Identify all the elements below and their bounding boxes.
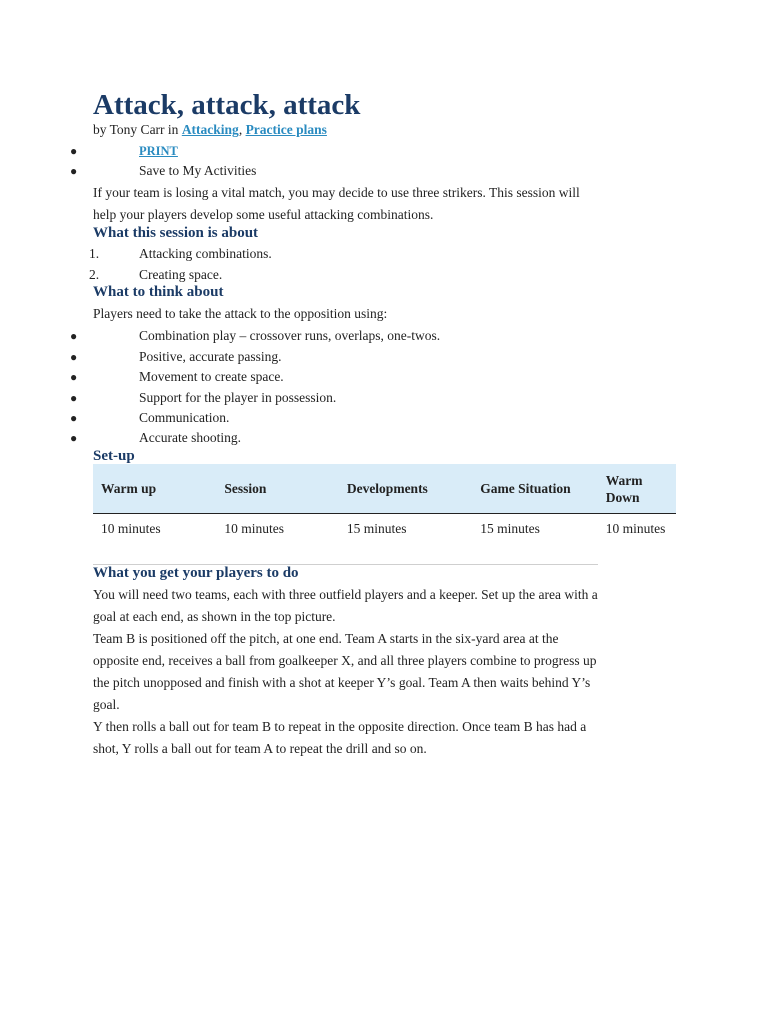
article-title: Attack, attack, attack	[93, 89, 361, 121]
table-header: Warm Down	[598, 464, 676, 514]
list-item-text: Accurate shooting.	[139, 430, 241, 445]
todo-line: goal.	[93, 697, 120, 712]
todo-line: Y then rolls a ball out for team B to repeat in the opposite direction. Once team B has had a	[93, 719, 587, 734]
setup-heading: Set-up	[93, 448, 135, 464]
intro-line-1: If your team is losing a vital match, you may decide to use three strikers. This session will	[93, 185, 580, 200]
save-to-activities-link[interactable]: Save to My Activities	[139, 163, 257, 178]
todo-line: shot, Y rolls a ball out for team A to repeat the drill and so on.	[93, 741, 427, 756]
bullet-icon: ●	[70, 164, 78, 178]
bullet-icon: ●	[70, 391, 78, 405]
table-header: Game Situation	[472, 464, 597, 514]
list-item-text: Movement to create space.	[139, 369, 284, 384]
bullet-icon: ●	[70, 350, 78, 364]
todo-line: You will need two teams, each with three outfield players and a keeper. Set up the area with a	[93, 587, 598, 602]
table-cell: 10 minutes	[216, 514, 338, 565]
think-lead: Players need to take the attack to the opposition using:	[93, 306, 388, 321]
table-header: Session	[216, 464, 338, 514]
todo-line: the pitch unopposed and finish with a shot at keeper Y’s goal. Team A then waits behind Y’s	[93, 675, 591, 690]
category-separator: ,	[238, 122, 246, 137]
think-heading: What to think about	[93, 284, 224, 300]
print-link[interactable]: PRINT	[139, 144, 178, 158]
table-cell: 10 minutes	[605, 521, 666, 536]
todo-heading: What you get your players to do	[93, 565, 299, 581]
list-item-text: Attacking combinations.	[139, 246, 272, 261]
category-link-practice-plans[interactable]: Practice plans	[245, 122, 327, 137]
list-number: 2.	[89, 267, 100, 282]
list-item-text: Support for the player in possession.	[139, 390, 337, 405]
todo-line: goal at each end, as shown in the top picture.	[93, 609, 336, 624]
table-header: Developments	[339, 464, 472, 514]
list-item-text: Communication.	[139, 410, 230, 425]
table-header-row	[93, 464, 676, 514]
setup-table	[93, 464, 676, 565]
table-cell: 15 minutes	[339, 514, 472, 565]
bullet-icon: ●	[70, 329, 78, 343]
todo-line: Team B is positioned off the pitch, at one end. Team A starts in the six-yard area at the	[93, 631, 559, 646]
bullet-icon: ●	[70, 411, 78, 425]
bullet-icon: ●	[70, 431, 78, 445]
table-header: Warm up	[93, 464, 216, 514]
intro-line-2: help your players develop some useful attacking combinations.	[93, 207, 434, 222]
todo-line: opposite end, receives a ball from goalkeeper X, and all three players combine to progress up	[93, 653, 597, 668]
byline	[93, 121, 327, 139]
table-cell: 15 minutes	[472, 514, 597, 565]
list-item-text: Creating space.	[139, 267, 223, 282]
byline-author: by Tony Carr in	[93, 122, 182, 137]
list-item-text: Combination play – crossover runs, overlaps, one-twos.	[139, 328, 441, 343]
bullet-icon: ●	[70, 144, 78, 158]
table-row	[93, 514, 676, 565]
list-item-text: Positive, accurate passing.	[139, 349, 282, 364]
category-link-attacking[interactable]: Attacking	[181, 122, 239, 137]
list-number: 1.	[89, 246, 100, 261]
about-heading: What this session is about	[93, 225, 259, 241]
table-cell: 10 minutes	[93, 514, 216, 565]
bullet-icon: ●	[70, 370, 78, 384]
